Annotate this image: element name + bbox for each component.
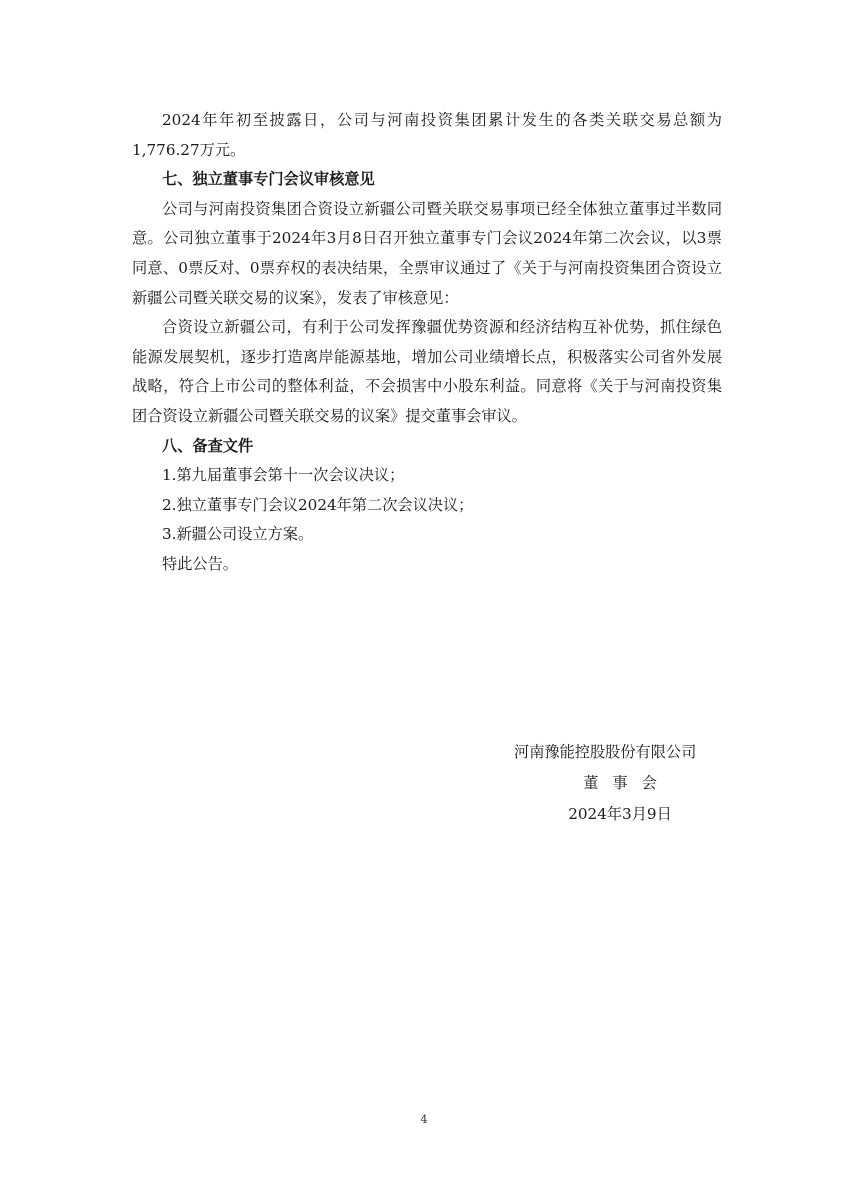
related-transaction-paragraph: 2024年年初至披露日，公司与河南投资集团累计发生的各类关联交易总额为1,776.27万元。 — [132, 111, 722, 159]
signature-block — [500, 737, 740, 830]
reference-document-item: 3.新疆公司设立方案。 — [162, 525, 314, 544]
signature-company: 河南豫能控股股份有限公司 — [514, 743, 697, 761]
page-number: 4 — [420, 1113, 428, 1126]
independent-directors-meeting-paragraph: 公司与河南投资集团合资设立新疆公司暨关联交易事项已经全体独立董事过半数同意。公司独立董事于2024年3月8日召开独立董事专门会议2024年第二次会议，以3票同意、0票反对、0票弃权的表决结果，全票审议通过了《关于与河南投资集团合资设立新疆公司暨关联交易的议案》，发表了审核意见： — [132, 199, 722, 307]
reference-document-item: 2.独立董事专门会议2024年第二次会议决议； — [162, 495, 474, 514]
review-opinion-paragraph: 合资设立新疆公司，有利于公司发挥豫疆优势资源和经济结构互补优势，抓住绿色能源发展契机，逐步打造离岸能源基地，增加公司业绩增长点，积极落实公司省外发展战略，符合上市公司的整体利益，不会损害中小股东利益。同意将《关于与河南投资集团合资设立新疆公司暨关联交易的议案》提交董事会审议。 — [132, 318, 722, 425]
section-heading-reference-documents: 八、备查文件 — [162, 436, 254, 455]
closing-statement: 特此公告。 — [162, 554, 238, 573]
document-body — [132, 106, 722, 580]
section-heading-independent-directors: 七、独立董事专门会议审核意见 — [162, 170, 375, 189]
reference-document-item: 1.第九届董事会第十一次会议决议； — [162, 466, 405, 485]
signature-date: 2024年3月9日 — [568, 805, 672, 823]
signature-board: 董事会 — [583, 774, 671, 792]
